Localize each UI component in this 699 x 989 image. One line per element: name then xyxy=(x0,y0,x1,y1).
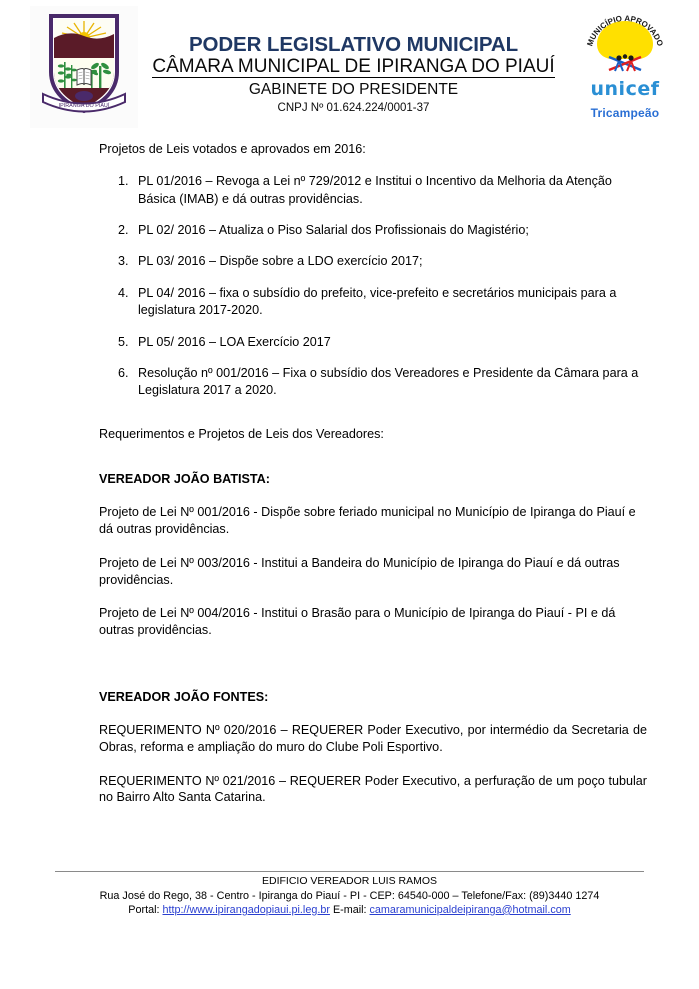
vereador-heading-joao-fontes: VEREADOR JOÃO FONTES: xyxy=(99,689,269,704)
approved-laws-list xyxy=(99,173,647,399)
institution-name: CÂMARA MUNICIPAL DE IPIRANGA DO PIAUÍ xyxy=(152,56,555,78)
list-item: 6. Resolução nº 001/2016 – Fixa o subsídio dos Vereadores e Presidente da Câmara para a Legislatura 2017 a 2020. xyxy=(132,365,647,400)
vereador-item: REQUERIMENTO Nº 020/2016 – REQUERER Poder Executivo, por intermédio da Secretaria de Obras, reforma e ampliação do muro do Clube Poli Esportivo. xyxy=(99,723,647,754)
vereador-item: REQUERIMENTO Nº 021/2016 – REQUERER Poder Executivo, a perfuração de um poço tubular no Bairro Alto Santa Catarina. xyxy=(99,773,647,805)
document-header xyxy=(0,0,699,131)
vereador-item: Projeto de Lei Nº 001/2016 - Dispõe sobre feriado municipal no Município de Ipiranga do Piauí e dá outras providências. xyxy=(99,505,636,537)
list-item: 5. PL 05/ 2016 – LOA Exercício 2017 xyxy=(132,334,647,351)
list-item: 2. PL 02/ 2016 – Atualiza o Piso Salarial dos Profissionais do Magistério; xyxy=(132,222,647,239)
unicef-seal-container xyxy=(569,6,681,120)
list-item: 3. PL 03/ 2016 – Dispõe sobre a LDO exercício 2017; xyxy=(132,253,647,270)
footer-building-name: EDIFICIO VEREADOR LUIS RAMOS xyxy=(261,874,438,887)
footer-address: Rua José do Rego, 38 - Centro - Ipiranga do Piauí - PI - CEP: 64540-000 – Telefone/Fax: (89)3440 1274 xyxy=(99,889,600,902)
intro-paragraph: Projetos de Leis votados e aprovados em 2016: xyxy=(99,142,366,156)
footer-contact-line xyxy=(55,903,644,917)
unicef-sun-seal-icon xyxy=(579,8,671,82)
footer-portal-link[interactable]: http://www.ipirangadopiaui.pi.leg.br xyxy=(162,903,330,916)
header-title-block xyxy=(138,6,569,115)
coat-of-arms-ribbon-text: IPIRANGA DO PIAUÍ xyxy=(58,103,110,109)
document-footer xyxy=(0,871,699,917)
unicef-caption: Tricampeão xyxy=(590,106,660,120)
list-item: 1. PL 01/2016 – Revoga a Lei nº 729/2012 e Institui o Incentivo da Melhoria da Atenção Básica (IMAB) e dá outras providências. xyxy=(132,173,647,208)
vereador-heading-joao-batista: VEREADOR JOÃO BATISTA: xyxy=(99,472,270,487)
unicef-wordmark: unicef xyxy=(590,78,660,100)
page-title: PODER LEGISLATIVO MUNICIPAL xyxy=(188,33,519,56)
list-item: 4. PL 04/ 2016 – fixa o subsídio do prefeito, vice-prefeito e secretários municipais para a legislatura 2017-2020. xyxy=(132,285,647,320)
footer-divider xyxy=(55,871,644,872)
cnpj-number: CNPJ Nº 01.624.224/0001-37 xyxy=(277,101,430,114)
section-intro-paragraph: Requerimentos e Projetos de Leis dos Vereadores: xyxy=(99,426,384,441)
unicef-arc-text: MUNICÍPIO APROVADO xyxy=(585,13,665,48)
footer-email-label: E-mail: xyxy=(332,903,367,916)
vereador-item: Projeto de Lei Nº 003/2016 - Institui a Bandeira do Município de Ipiranga do Piauí e dá outras providências. xyxy=(99,555,620,587)
coat-of-arms-container xyxy=(30,6,138,128)
office-name: GABINETE DO PRESIDENTE xyxy=(248,81,459,99)
footer-email-link[interactable]: camaramunicipaldeipiranga@hotmail.com xyxy=(369,903,571,916)
coat-of-arms-icon xyxy=(41,10,127,122)
document-body xyxy=(0,141,699,806)
vereador-item: Projeto de Lei Nº 004/2016 - Institui o Brasão para o Município de Ipiranga do Piauí - PI e dá outras providências. xyxy=(99,606,616,638)
footer-portal-label: Portal: xyxy=(128,903,160,916)
